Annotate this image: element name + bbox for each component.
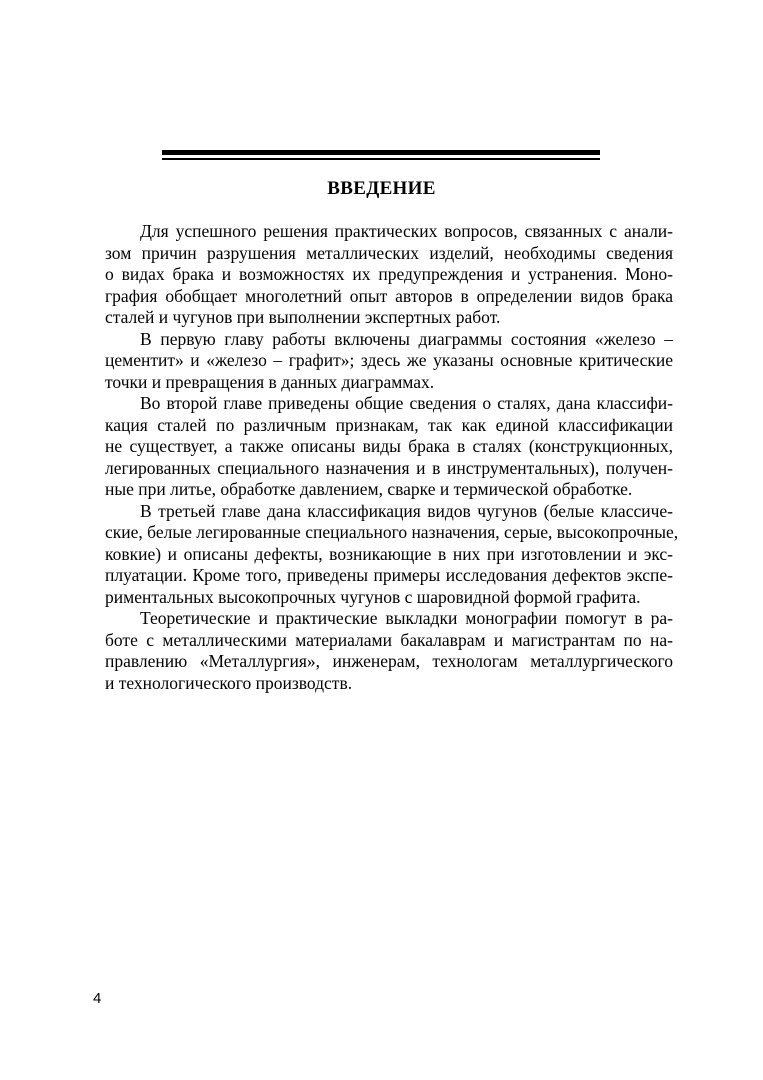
paragraph-3: [105, 393, 673, 501]
paragraph-line: ские, белые легированные специального назначения, серые, высокопрочные,: [105, 522, 679, 542]
paragraph-line: В первую главу работы включены диаграммы состояния «железо –: [140, 328, 673, 349]
header-rule-thick: [162, 150, 600, 155]
paragraph-2: [105, 329, 673, 394]
paragraph-5: [105, 608, 673, 694]
paragraph-line: плуатации. Кроме того, приведены примеры исследования дефектов экспе-: [105, 565, 673, 585]
paragraph-line: правлению «Металлургия», инженерам, технологам металлургического: [105, 651, 673, 671]
header-rule-thin: [162, 158, 600, 160]
paragraph-4: [105, 500, 679, 609]
paragraph-line: о видах брака и возможностях их предупреждения и устранения. Моно-: [105, 264, 673, 284]
paragraph-line: Для успешного решения практических вопросов, связанных с анали-: [140, 221, 673, 241]
paragraph-line: точки и превращения в данных диаграммах.: [105, 371, 435, 392]
paragraph-line: В третьей главе дана классификация видов чугунов (белые классиче-: [140, 500, 673, 521]
paragraph-line: ковкие) и описаны дефекты, возникающие в них при изготовлении и экс-: [105, 543, 673, 564]
paragraph-line: кация сталей по различным признакам, так как единой классификации: [105, 414, 673, 435]
paragraph-line: боте с металлическими материалами бакалаврам и магистрантам по на-: [105, 629, 673, 650]
paragraph-line: графия обобщает многолетний опыт авторов в определении видов брака: [105, 285, 673, 306]
paragraph-line: легированных специального назначения и в инструментальных), получен-: [105, 457, 673, 478]
paragraph-line: сталей и чугунов при выполнении экспертных работ.: [105, 307, 501, 327]
paragraph-line: и технологического производств.: [105, 672, 353, 693]
body-text: [105, 221, 679, 694]
paragraph-line: ные при литье, обработке давлением, сварке и термической обработке.: [105, 479, 633, 499]
paragraph-line: риментальных высокопрочных чугунов с шаровидной формой графита.: [105, 586, 641, 607]
paragraph-line: Теоретические и практические выкладки монографии помогут в ра-: [140, 608, 673, 628]
paragraph-1: [105, 221, 673, 329]
paragraph-line: Во второй главе приведены общие сведения о сталях, дана классифи-: [140, 393, 673, 413]
page-number: 4: [93, 990, 102, 1007]
section-heading: ВВЕДЕНИЕ: [327, 178, 436, 199]
paragraph-line: зом причин разрушения металлических изделий, необходимы сведения: [105, 242, 673, 263]
paragraph-line: не существует, а также описаны виды брака в сталях (конструкционных,: [105, 436, 673, 456]
paragraph-line: цементит» и «железо – графит»; здесь же указаны основные критические: [105, 350, 673, 370]
